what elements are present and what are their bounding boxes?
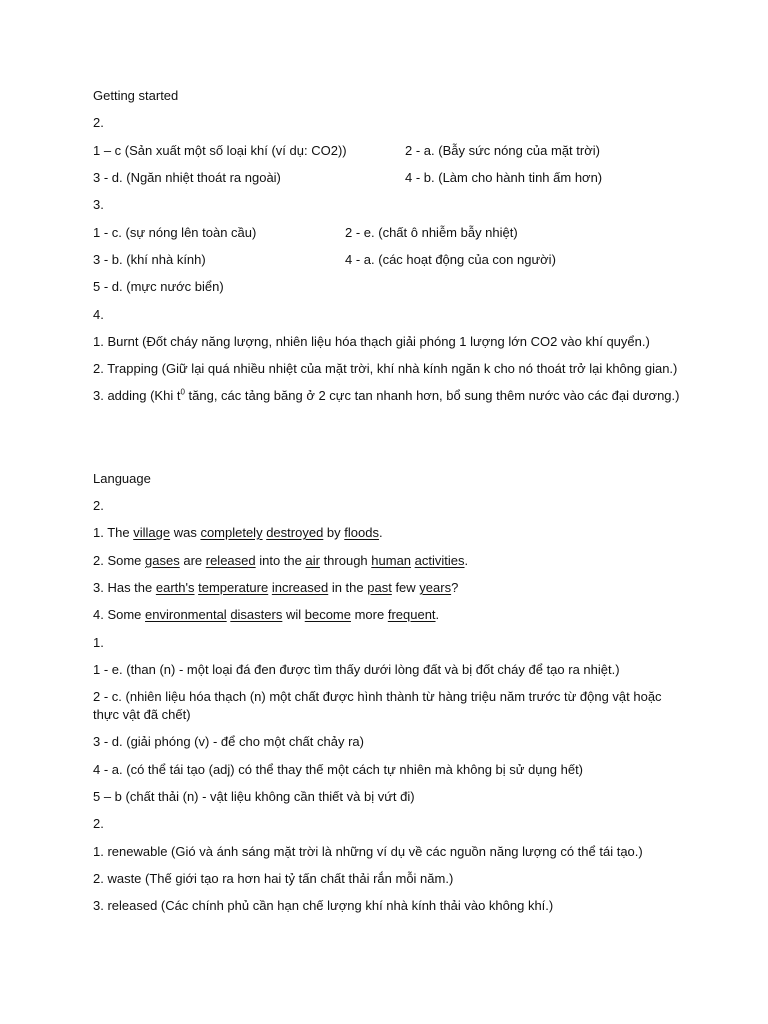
underlined-word: activities <box>414 553 465 568</box>
sentence-item <box>93 579 458 597</box>
section-heading-getting-started: Getting started <box>93 88 179 103</box>
underlined-word: disasters <box>230 607 283 622</box>
text-run: more <box>350 607 388 622</box>
text-run: ? <box>451 580 459 595</box>
underlined-word: released <box>205 553 256 568</box>
underlined-word: environmental <box>145 607 227 622</box>
underlined-word: floods <box>344 525 379 540</box>
text-run: 2. Some <box>93 553 146 568</box>
exercise-number: 2. <box>93 816 104 831</box>
answer-item: 3 - d. (Ngăn nhiệt thoát ra ngoài) <box>93 170 281 185</box>
answer-item: 4 - a. (có thể tái tạo (adj) có thể thay thế một cách tự nhiên mà không bị sử dụng hết) <box>93 762 584 777</box>
answer-item: 4 - b. (Làm cho hành tinh ấm hơn) <box>405 170 603 185</box>
underlined-word: years <box>419 580 452 595</box>
answer-item: 3. released (Các chính phủ cần hạn chế lượng khí nhà kính thải vào không khí.) <box>93 898 554 913</box>
text-run: tăng, các tảng băng ở 2 cực tan nhanh hơn, bổ sung thêm nước vào các đại dương.) <box>184 388 680 403</box>
text-run: by <box>323 525 345 540</box>
text-run: wil <box>282 607 305 622</box>
text-run: . <box>464 553 469 568</box>
answer-item: 2. Trapping (Giữ lại quá nhiều nhiệt của mặt trời, khí nhà kính ngăn k cho nó thoát trở lại không gian.) <box>93 361 678 376</box>
answer-item: 5 – b (chất thải (n) - vật liệu không cần thiết và bị vứt đi) <box>93 789 415 804</box>
text-run: into the <box>255 553 306 568</box>
text-run: few <box>391 580 420 595</box>
underlined-word: past <box>367 580 392 595</box>
underlined-word: frequent <box>387 607 436 622</box>
underlined-word: earth's <box>155 580 195 595</box>
underlined-word: gases <box>145 553 180 568</box>
sentence-item <box>93 524 383 542</box>
answer-item: 1. Burnt (Đốt cháy năng lượng, nhiên liệu hóa thạch giải phóng 1 lượng lớn CO2 vào khí quyển.) <box>93 334 650 349</box>
text-run: 3. Has the <box>93 580 156 595</box>
answer-item: 4 - a. (các hoạt động của con người) <box>345 252 556 267</box>
text-run: . <box>378 525 383 540</box>
underlined-word: increased <box>271 580 329 595</box>
sentence-item <box>93 552 468 570</box>
answer-item: 2 - c. (nhiên liệu hóa thạch (n) một chất được hình thành từ hàng triệu năm trước từ động vật hoặc thực vật đã chết) <box>93 689 662 722</box>
answer-item: 2 - a. (Bẫy sức nóng của mặt trời) <box>405 143 600 158</box>
exercise-number: 4. <box>93 307 104 322</box>
underlined-word: destroyed <box>266 525 324 540</box>
answer-item: 2 - e. (chất ô nhiễm bẫy nhiệt) <box>345 225 518 240</box>
answer-item: 1 – c (Sản xuất một số loại khí (ví dụ: CO2)) <box>93 143 347 158</box>
exercise-number: 3. <box>93 197 104 212</box>
answer-item: 5 - d. (mực nước biển) <box>93 279 224 294</box>
underlined-word: village <box>133 525 171 540</box>
underlined-word: human <box>371 553 412 568</box>
text-run: was <box>170 525 201 540</box>
text-run: 4. Some <box>93 607 146 622</box>
answer-item: 1 - e. (than (n) - một loại đá đen được tìm thấy dưới lòng đất và bị đốt cháy để tạo ra nhiệt.) <box>93 662 620 677</box>
underlined-word: completely <box>200 525 263 540</box>
text-run: 3. adding (Khi t <box>93 388 181 403</box>
section-heading-language: Language <box>93 471 151 486</box>
answer-item: 2. waste (Thế giới tạo ra hơn hai tỷ tấn chất thải rắn mỗi năm.) <box>93 871 454 886</box>
superscript: 0 <box>180 387 185 397</box>
text-run: in the <box>328 580 368 595</box>
text-run: 1. The <box>93 525 134 540</box>
exercise-number: 1. <box>93 635 104 650</box>
answer-item: 1. renewable (Gió và ánh sáng mặt trời là những ví dụ về các nguồn năng lượng có thể tái tạo.) <box>93 844 643 859</box>
text-run: are <box>179 553 206 568</box>
answer-item <box>93 387 679 405</box>
text-run: through <box>319 553 372 568</box>
text-run: . <box>435 607 440 622</box>
exercise-number: 2. <box>93 115 104 130</box>
underlined-word: air <box>305 553 320 568</box>
answer-item: 3 - d. (giải phóng (v) - để cho một chất chảy ra) <box>93 734 364 749</box>
sentence-item <box>93 606 439 624</box>
exercise-number: 2. <box>93 498 104 513</box>
underlined-word: become <box>304 607 351 622</box>
underlined-word: temperature <box>198 580 269 595</box>
answer-item: 3 - b. (khí nhà kính) <box>93 252 206 267</box>
answer-item: 1 - c. (sự nóng lên toàn cầu) <box>93 225 257 240</box>
